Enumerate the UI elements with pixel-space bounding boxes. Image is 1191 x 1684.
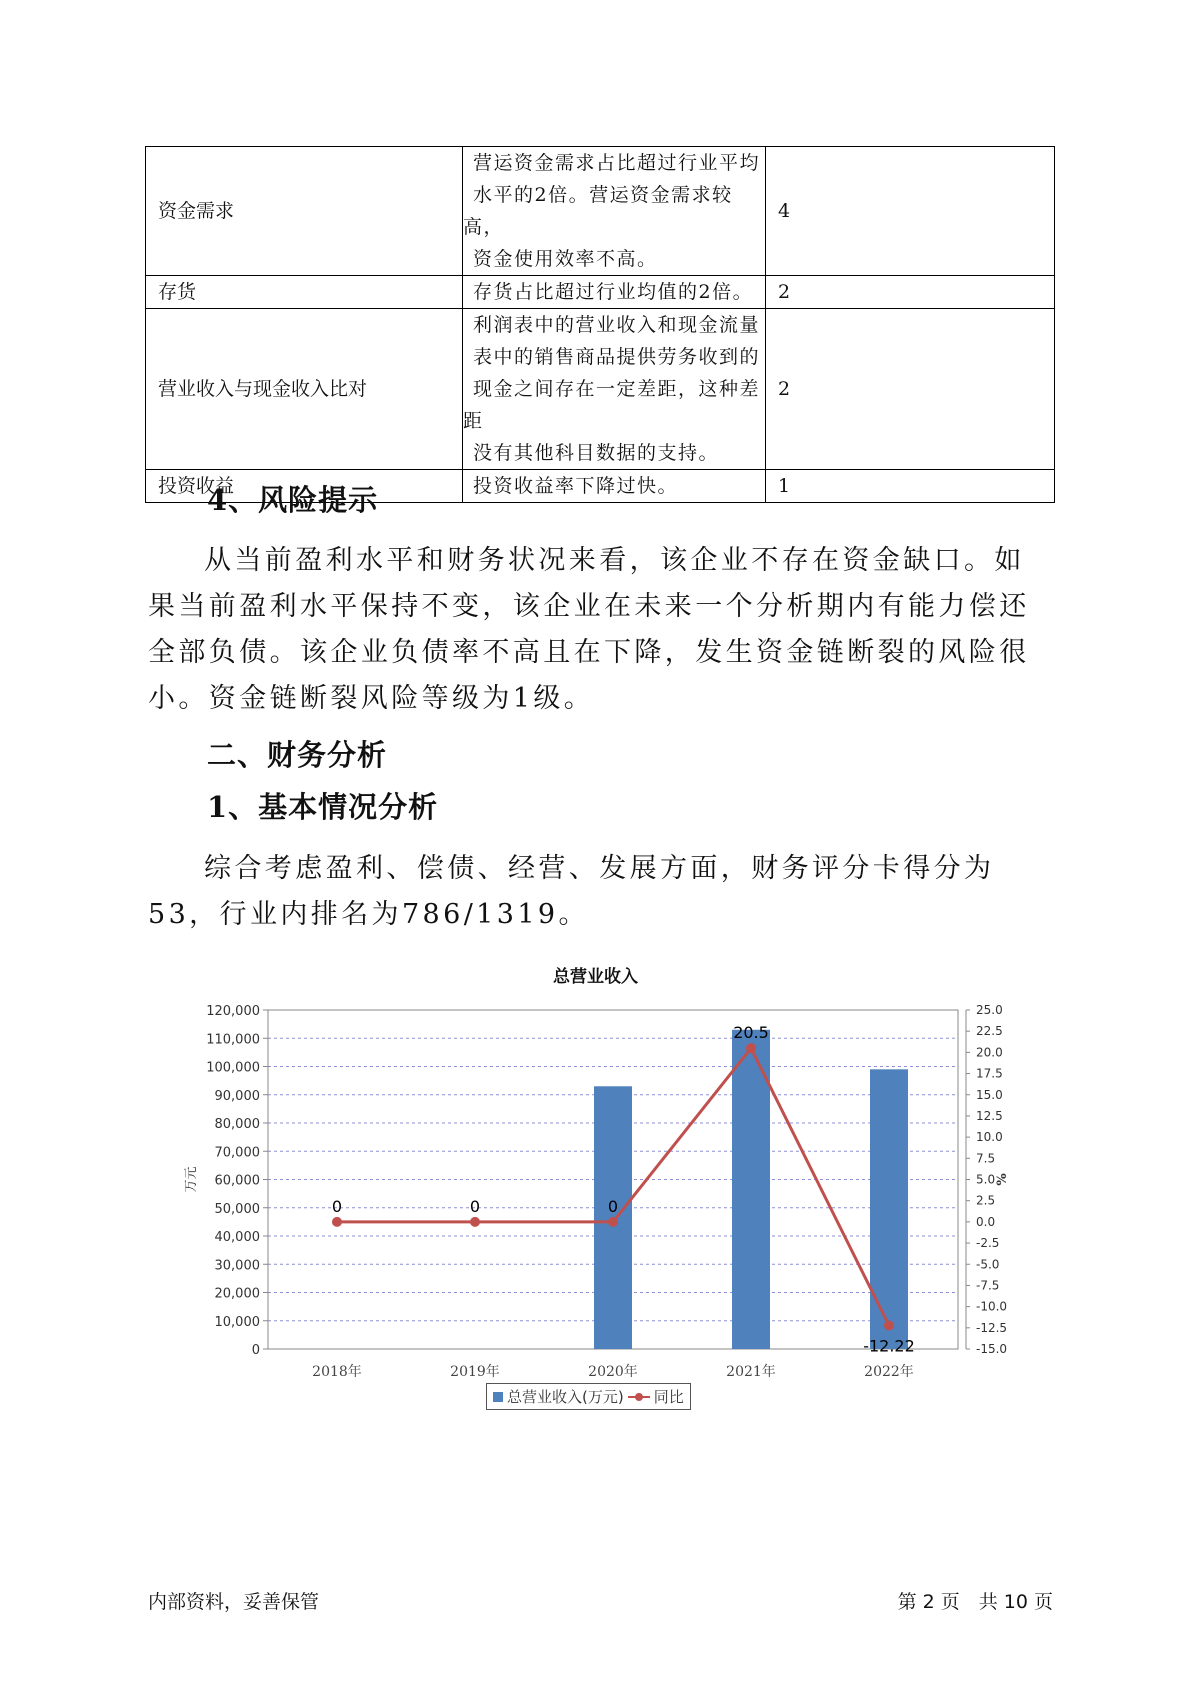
- left-tick-label: 30,000: [214, 1258, 260, 1274]
- risk-item: 营业收入与现金收入比对: [146, 309, 463, 470]
- right-tick-label: -15.0: [976, 1342, 1008, 1356]
- risk-score: 2: [766, 276, 1055, 309]
- risk-description-line: 投资收益率下降过快。: [473, 475, 679, 497]
- risk-description-line: 存货占比超过行业均值的2倍。: [473, 281, 754, 303]
- table-row: [146, 147, 1055, 276]
- risk-item: 存货: [146, 276, 463, 309]
- right-tick-label: 7.5: [976, 1151, 996, 1166]
- data-label: 20.5: [733, 1023, 769, 1043]
- risk-item: 投资收益: [146, 470, 463, 503]
- data-label: -12.22: [863, 1336, 915, 1356]
- basic-heading: 1、基本情况分析: [207, 790, 439, 824]
- x-tick-label: 2020年: [588, 1364, 638, 1380]
- y2-axis-title: %: [995, 1173, 1010, 1186]
- risk-description-line: 利润表中的营业收入和现金流量: [473, 314, 761, 336]
- x-tick-label: 2022年: [864, 1364, 914, 1380]
- right-tick-label: -5.0: [976, 1257, 1000, 1272]
- chart-title: 总营业收入: [553, 967, 638, 986]
- yoy-point: [608, 1217, 618, 1227]
- legend-bar-label: 总营业收入(万元): [507, 1388, 624, 1406]
- left-tick-label: 40,000: [214, 1230, 260, 1245]
- risk-heading: 4、风险提示: [207, 483, 379, 517]
- legend-line-label: 同比: [653, 1388, 684, 1406]
- right-tick-label: -2.5: [976, 1236, 1000, 1251]
- yoy-point: [470, 1217, 480, 1227]
- left-tick-label: 80,000: [214, 1117, 260, 1132]
- right-tick-label: 20.0: [976, 1045, 1003, 1060]
- revenue-chart: [0, 990, 1191, 1380]
- left-tick-label: 70,000: [214, 1145, 260, 1161]
- table-row: [146, 276, 1055, 309]
- risk-description-line: 资金使用效率不高。: [473, 248, 658, 270]
- right-tick-label: 2.5: [976, 1193, 996, 1208]
- right-tick-label: -12.5: [976, 1320, 1008, 1335]
- data-label: 0: [331, 1196, 343, 1216]
- x-tick-label: 2019年: [450, 1364, 500, 1380]
- right-tick-label: -10.0: [976, 1299, 1008, 1314]
- legend-line-swatch: [628, 1391, 650, 1403]
- x-tick-label: 2018年: [312, 1364, 362, 1380]
- left-tick-label: 10,000: [214, 1314, 260, 1330]
- table-row: [146, 309, 1055, 470]
- risk-description: [463, 309, 766, 470]
- yoy-point: [332, 1217, 342, 1227]
- finance-heading: 二、财务分析: [207, 738, 388, 772]
- risk-description-line: 没有其他科目数据的支持。: [473, 442, 720, 464]
- right-tick-label: 10.0: [976, 1130, 1003, 1145]
- yoy-point: [884, 1320, 894, 1330]
- right-tick-label: 25.0: [976, 1003, 1003, 1017]
- risk-table: [145, 146, 1055, 503]
- risk-score: 2: [766, 309, 1055, 470]
- risk-description: [463, 470, 766, 503]
- risk-paragraph: 从当前盈利水平和财务状况来看，该企业不存在资金缺口。如果当前盈利水平保持不变，该企业在未来一个分析期内有能力偿还全部负债。该企业负债率不高且在下降，发生资金链断裂的风险很小。资金链断裂风险等级为1级。: [148, 545, 1030, 714]
- risk-score: 1: [766, 470, 1055, 503]
- right-tick-label: 15.0: [976, 1087, 1003, 1102]
- bar: [870, 1069, 908, 1349]
- left-tick-label: 50,000: [214, 1201, 260, 1217]
- right-tick-label: -7.5: [976, 1278, 1000, 1293]
- x-tick-label: 2021年: [726, 1364, 776, 1380]
- risk-item: 资金需求: [146, 147, 463, 276]
- left-tick-label: 0: [251, 1343, 260, 1358]
- left-tick-label: 60,000: [214, 1173, 260, 1189]
- risk-description: [463, 276, 766, 309]
- right-tick-label: 0.0: [976, 1214, 996, 1229]
- data-label: 0: [469, 1196, 481, 1216]
- right-tick-label: 22.5: [976, 1024, 1003, 1039]
- left-tick-label: 120,000: [206, 1004, 260, 1019]
- left-tick-label: 110,000: [206, 1032, 260, 1048]
- risk-description-line: 营运资金需求占比超过行业平均: [473, 152, 761, 174]
- risk-description-line: 水平的2倍。营运资金需求较高，: [463, 184, 733, 238]
- right-tick-label: 17.5: [976, 1066, 1003, 1081]
- footer-left: 内部资料，妥善保管: [148, 1591, 320, 1613]
- risk-description: [463, 147, 766, 276]
- yoy-point: [746, 1043, 756, 1053]
- data-label: 0: [607, 1196, 619, 1216]
- left-tick-label: 20,000: [214, 1286, 260, 1302]
- footer-right: 第 2 页 共 10 页: [897, 1591, 1053, 1613]
- right-tick-label: 5.0: [976, 1172, 996, 1187]
- risk-score: 4: [766, 147, 1055, 276]
- basic-paragraph: 综合考虑盈利、偿债、经营、发展方面，财务评分卡得分为53，行业内排名为786/1319。: [148, 853, 995, 930]
- right-tick-label: 12.5: [976, 1108, 1003, 1123]
- chart-legend: [486, 1383, 691, 1410]
- risk-description-line: 现金之间存在一定差距，这种差距: [463, 378, 761, 432]
- left-tick-label: 90,000: [214, 1088, 260, 1104]
- y-axis-title: 万元: [184, 1166, 199, 1193]
- legend-bar-swatch: [493, 1392, 503, 1402]
- risk-description-line: 表中的销售商品提供劳务收到的: [473, 346, 761, 368]
- left-tick-label: 100,000: [206, 1060, 260, 1076]
